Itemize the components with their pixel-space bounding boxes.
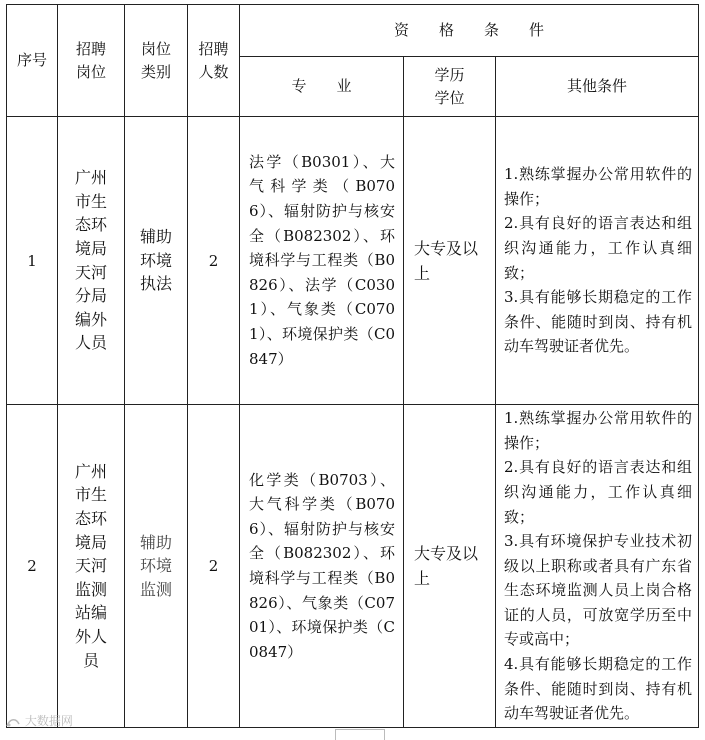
condition-item: 2.具有良好的语言表达和组织沟通能力，工作认真细致；	[504, 458, 693, 526]
row-seq: 2	[7, 405, 58, 728]
condition-item: 1.熟练掌握办公常用软件的操作；	[504, 165, 693, 208]
recruitment-table	[6, 4, 699, 728]
row-education: 大专及以上	[404, 405, 496, 728]
condition-item: 2.具有良好的语言表达和组织沟通能力，工作认真细致；	[504, 214, 693, 282]
row-count: 2	[188, 117, 240, 405]
condition-item: 3.具有能够长期稳定的工作条件、能随时到岗、持有机动车驾驶证者优先。	[504, 288, 693, 356]
header-count: 招聘人数	[188, 5, 240, 117]
condition-item: 3.具有环境保护专业技术初级以上职称或者具有广东省生态环境监测人员上岗合格证的人员，可放宽学历至中专或高中；	[504, 532, 693, 649]
header-major: 专业	[240, 57, 404, 117]
watermark-logo-icon	[5, 716, 21, 728]
row-major: 法学（B0301）、大气科学类（B0706）、辐射防护与核安全（B082302）、环境科学与工程类（B0826）、法学（C0301）、气象类（C0701）、环境保护类（C0847）	[240, 117, 404, 405]
header-seq: 序号	[7, 5, 58, 117]
watermark: 大数据网	[5, 712, 73, 729]
row-other	[496, 405, 699, 728]
row-seq: 1	[7, 117, 58, 405]
page-tab-stub	[335, 729, 385, 740]
row-major: 化学类（B0703）、大气科学类（B0706）、辐射防护与核安全（B082302）、环境科学与工程类（B0826）、气象类（C0701）、环境保护类（C0847）	[240, 405, 404, 728]
header-other: 其他条件	[496, 57, 699, 117]
table-row	[7, 405, 699, 728]
condition-item: 1.熟练掌握办公常用软件的操作；	[504, 409, 693, 452]
header-category: 岗位类别	[125, 5, 188, 117]
row-position: 广州市生态环境局天河监测站编外人员	[58, 405, 125, 728]
header-qualifications: 资格条件	[240, 5, 699, 57]
row-position: 广州市生态环境局天河分局编外人员	[58, 117, 125, 405]
row-count: 2	[188, 405, 240, 728]
header-position: 招聘岗位	[58, 5, 125, 117]
row-category: 辅助环境执法	[125, 117, 188, 405]
header-education: 学历学位	[404, 57, 496, 117]
row-other	[496, 117, 699, 405]
row-category: 辅助环境监测	[125, 405, 188, 728]
condition-item: 4.具有能够长期稳定的工作条件、能随时到岗、持有机动车驾驶证者优先。	[504, 655, 693, 723]
row-education: 大专及以上	[404, 117, 496, 405]
table-row	[7, 117, 699, 405]
